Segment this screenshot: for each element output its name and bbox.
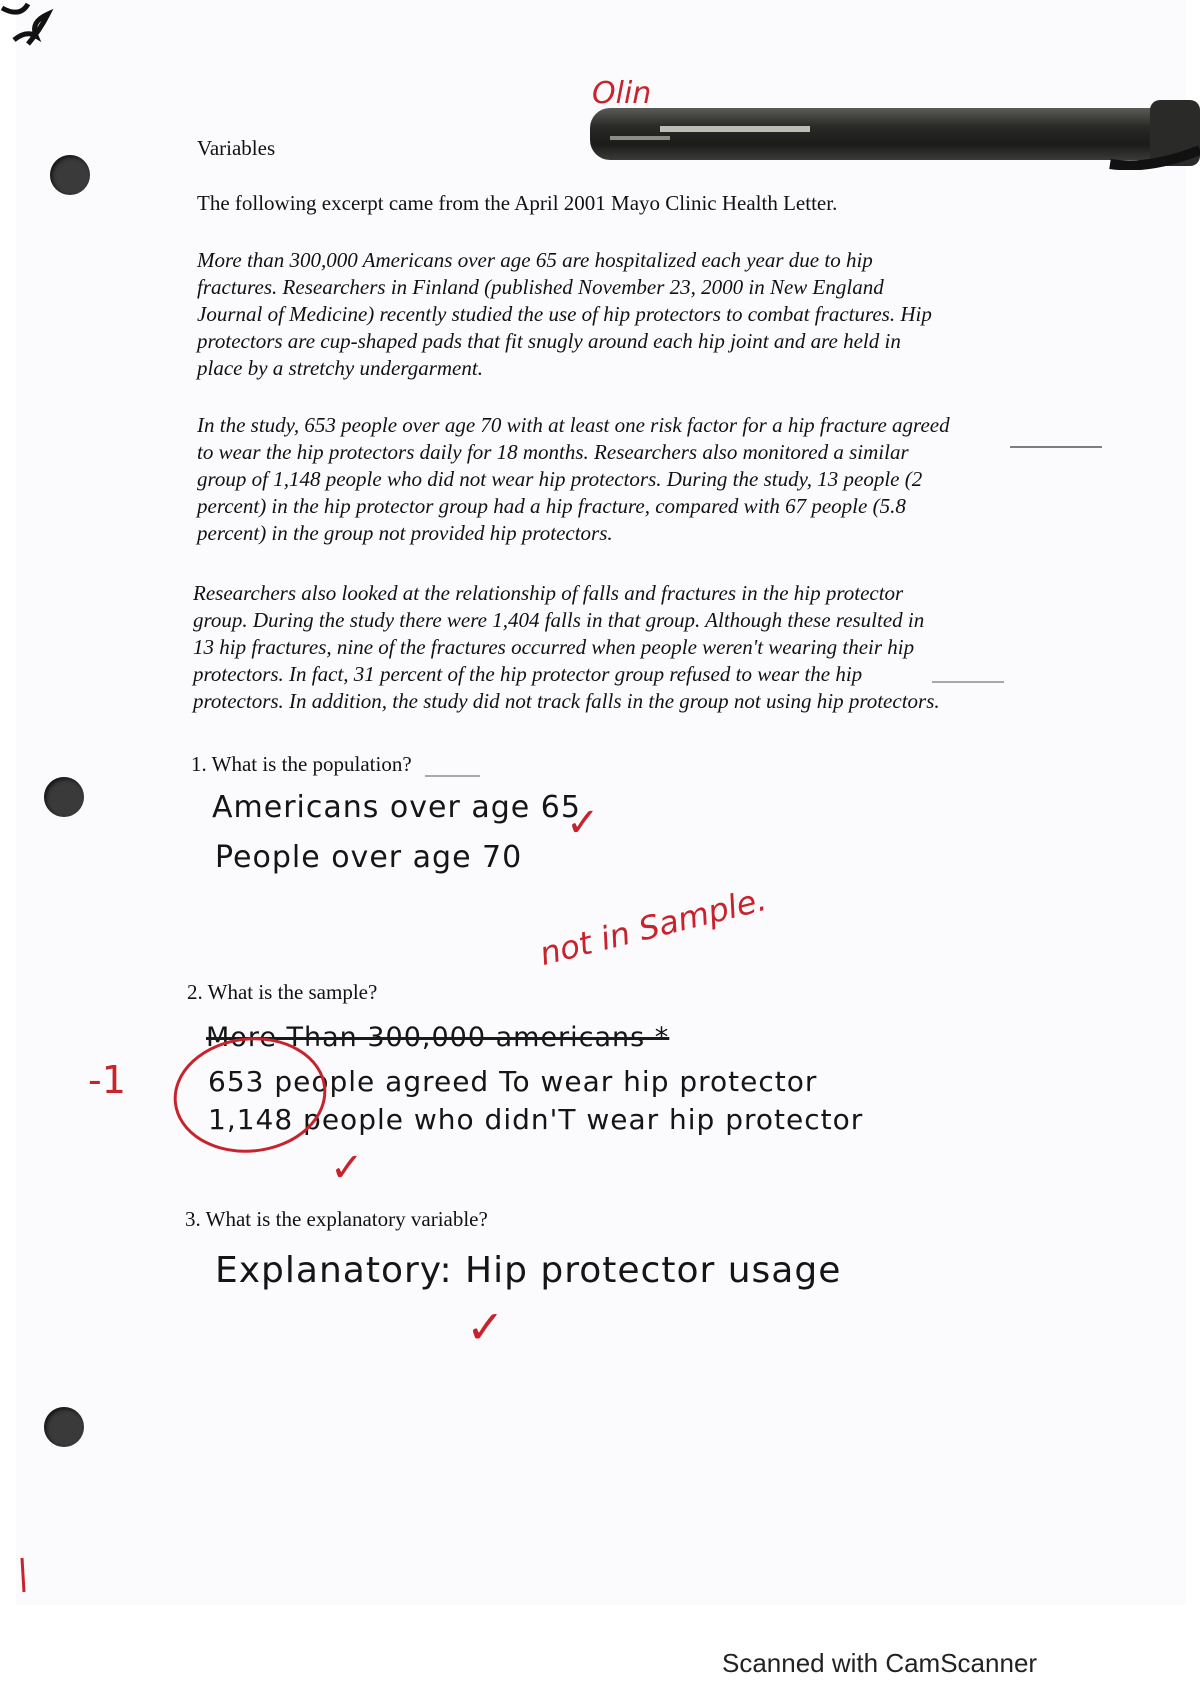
grader-note-not-in-sample: not in Sample. xyxy=(535,879,771,973)
paragraph-line: group. During the study there were 1,404 falls in that group. Although these resulted in xyxy=(193,608,925,632)
grader-initials: Olin xyxy=(592,76,652,111)
paragraph-line: Researchers also looked at the relationship of falls and fractures in the hip protector xyxy=(193,581,904,605)
paragraph-line: percent) in the hip protector group had a hip fracture, compared with 67 people (5.8 xyxy=(197,494,906,518)
answer-1-line-2: People over age 70 xyxy=(215,840,523,875)
worksheet-heading: Variables xyxy=(197,136,276,160)
excerpt-paragraph-2 xyxy=(197,412,950,547)
check-mark-answer-2: ✓ xyxy=(330,1145,364,1191)
check-mark-answer-3: ✓ xyxy=(466,1300,505,1354)
pen-image xyxy=(590,100,1200,170)
paragraph-line: to wear the hip protectors daily for 18 months. Researchers also monitored a similar xyxy=(197,440,909,464)
question-1: 1. What is the population? xyxy=(191,752,412,776)
paragraph-line: In the study, 653 people over age 70 with at least one risk factor for a hip fracture agreed xyxy=(197,413,950,437)
worksheet-paper xyxy=(16,0,1186,1605)
excerpt-paragraph-1 xyxy=(197,247,932,382)
paragraph-line: protectors are cup-shaped pads that fit snugly around each hip joint and are held in xyxy=(197,329,901,353)
answer-2-struck: More Than 300,000 americans * xyxy=(206,1022,670,1053)
paragraph-line: Journal of Medicine) recently studied the use of hip protectors to combat fractures. Hip xyxy=(197,302,932,326)
check-mark-answer-1: ✓ xyxy=(566,800,600,846)
paragraph-line: 13 hip fractures, nine of the fractures occurred when people weren't wearing their hip xyxy=(193,635,915,659)
paragraph-line: percent) in the group not provided hip protectors. xyxy=(197,521,613,545)
punch-hole-top xyxy=(50,155,90,195)
excerpt-paragraph-3 xyxy=(193,580,940,715)
punch-hole-middle xyxy=(44,777,84,817)
answer-2-line-1: 653 people agreed To wear hip protector xyxy=(208,1065,818,1098)
answer-3: Explanatory: Hip protector usage xyxy=(215,1250,842,1291)
punch-hole-bottom xyxy=(44,1407,84,1447)
score-deduction: -1 xyxy=(88,1058,126,1102)
paragraph-line: fractures. Researchers in Finland (published November 23, 2000 in New England xyxy=(197,275,884,299)
corner-mark xyxy=(0,0,60,60)
question-2: 2. What is the sample? xyxy=(187,980,378,1004)
paragraph-line: protectors. In addition, the study did not track falls in the group not using hip protectors. xyxy=(193,689,940,713)
paragraph-line: group of 1,148 people who did not wear hip protectors. During the study, 13 people (2 xyxy=(197,467,923,491)
question-3: 3. What is the explanatory variable? xyxy=(185,1207,488,1231)
excerpt-intro: The following excerpt came from the April 2001 Mayo Clinic Health Letter. xyxy=(197,191,838,215)
paragraph-line: More than 300,000 Americans over age 65 are hospitalized each year due to hip xyxy=(197,248,873,272)
paragraph-line: protectors. In fact, 31 percent of the hip protector group refused to wear the hip xyxy=(193,662,863,686)
answer-1-line-1: Americans over age 65 xyxy=(212,790,581,825)
camscanner-watermark: Scanned with CamScanner xyxy=(722,1648,1038,1678)
paragraph-line: place by a stretchy undergarment. xyxy=(197,356,483,380)
answer-2-line-2: 1,148 people who didn'T wear hip protector xyxy=(208,1103,864,1136)
